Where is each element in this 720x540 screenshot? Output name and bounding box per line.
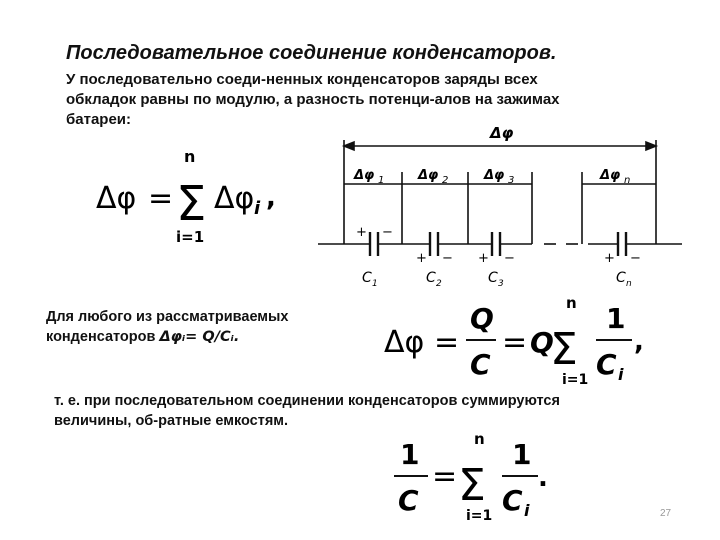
intro-text — [66, 70, 676, 130]
formula3-den1: C — [398, 484, 419, 517]
formula2-lhs: Δφ — [384, 325, 425, 360]
cap2-sub: 2 — [436, 279, 442, 289]
formula3-trail: . — [538, 463, 548, 493]
formula1-lhs: Δφ — [96, 181, 137, 216]
formula1-lower: i=1 — [176, 228, 205, 246]
series-circuit-diagram — [300, 122, 700, 292]
formula2-upper: n — [566, 294, 577, 312]
formula3-den2: C — [502, 484, 523, 517]
cap2-plus: + — [416, 251, 427, 266]
page-number: 27 — [660, 508, 672, 519]
dphin-label: Δφ — [600, 168, 621, 183]
formula2-num1: Q — [470, 302, 494, 335]
formula1-sub: i — [254, 198, 261, 219]
bottom-line-2: величины, об-ратные емкостям. — [54, 413, 289, 429]
formula2-trail: , — [634, 327, 644, 357]
formula-potential-charge — [384, 292, 664, 392]
cap1-plus: + — [356, 225, 367, 240]
mid-text — [46, 307, 289, 347]
formula2-lower: i=1 — [562, 372, 589, 388]
formula3-sum-symbol: Σ — [458, 460, 486, 511]
dphin-sub: n — [624, 175, 631, 186]
formula2-sum-symbol: Σ — [550, 324, 578, 375]
formula3-eq: = — [432, 459, 458, 494]
formula2-den2: C — [596, 348, 617, 381]
dphi2-sub: 2 — [442, 175, 449, 186]
formula3-upper: n — [474, 430, 485, 448]
dphi3-label: Δφ — [484, 168, 505, 183]
cap3-sub: 3 — [498, 279, 504, 289]
mid-line-2 — [46, 327, 289, 347]
formula2-num2: 1 — [606, 302, 626, 335]
formula-sum-potentials — [96, 140, 286, 250]
cap3-plus: + — [478, 251, 489, 266]
formula2-eq1: = — [434, 325, 460, 360]
cap3-minus: − — [504, 251, 515, 266]
mid-line-1: Для любого из рассматриваемых — [46, 309, 289, 325]
intro-line-1: У последовательно соеди-ненных конденсаторов заряды всех — [66, 71, 538, 88]
cap1-sub: 1 — [372, 279, 378, 289]
dphi1-sub: 1 — [378, 175, 385, 186]
arrow-head-left — [344, 142, 354, 150]
capn-minus: − — [630, 251, 641, 266]
arrow-head-right — [646, 142, 656, 150]
cap1-minus: − — [382, 225, 393, 240]
formula3-num1: 1 — [400, 438, 420, 471]
formula3-lower: i=1 — [466, 508, 493, 524]
cap3-label: C — [488, 270, 498, 286]
slide-title: Последовательное соединение конденсаторов. — [66, 42, 557, 64]
formula1-sum-symbol: Σ — [176, 176, 207, 232]
intro-line-3: батареи: — [66, 111, 132, 128]
intro-line-2: обкладок равны по модулю, а разность потенци-алов на зажимах — [66, 91, 560, 108]
cap1-label: C — [362, 270, 372, 286]
capn-sub: n — [626, 279, 632, 289]
formula3-sub: i — [524, 501, 530, 520]
mid-inline-formula: Δφᵢ= Q/Cᵢ. — [159, 329, 240, 345]
mid-line-2-prefix: конденсаторов — [46, 329, 160, 345]
formula1-upper: n — [184, 147, 196, 166]
capn-label: C — [616, 270, 626, 286]
formula2-den1: C — [470, 348, 491, 381]
cap2-label: C — [426, 270, 436, 286]
formula2-q: Q — [530, 326, 554, 359]
formula1-term: Δφ — [214, 181, 255, 216]
dphi3-sub: 3 — [508, 175, 515, 186]
cap2-minus: − — [442, 251, 453, 266]
total-dphi-label: Δφ — [490, 124, 514, 142]
formula1-trail: , — [266, 183, 276, 213]
formula2-eq2: = — [502, 325, 528, 360]
capn-plus: + — [604, 251, 615, 266]
formula-inverse-capacitance — [392, 424, 572, 530]
bottom-line-1: т. е. при последовательном соединении конденсаторов суммируются — [54, 393, 560, 409]
formula1-eq: = — [148, 181, 174, 216]
formula3-num2: 1 — [512, 438, 532, 471]
dphi1-label: Δφ — [354, 168, 375, 183]
formula2-sub: i — [618, 365, 624, 384]
dphi2-label: Δφ — [418, 168, 439, 183]
